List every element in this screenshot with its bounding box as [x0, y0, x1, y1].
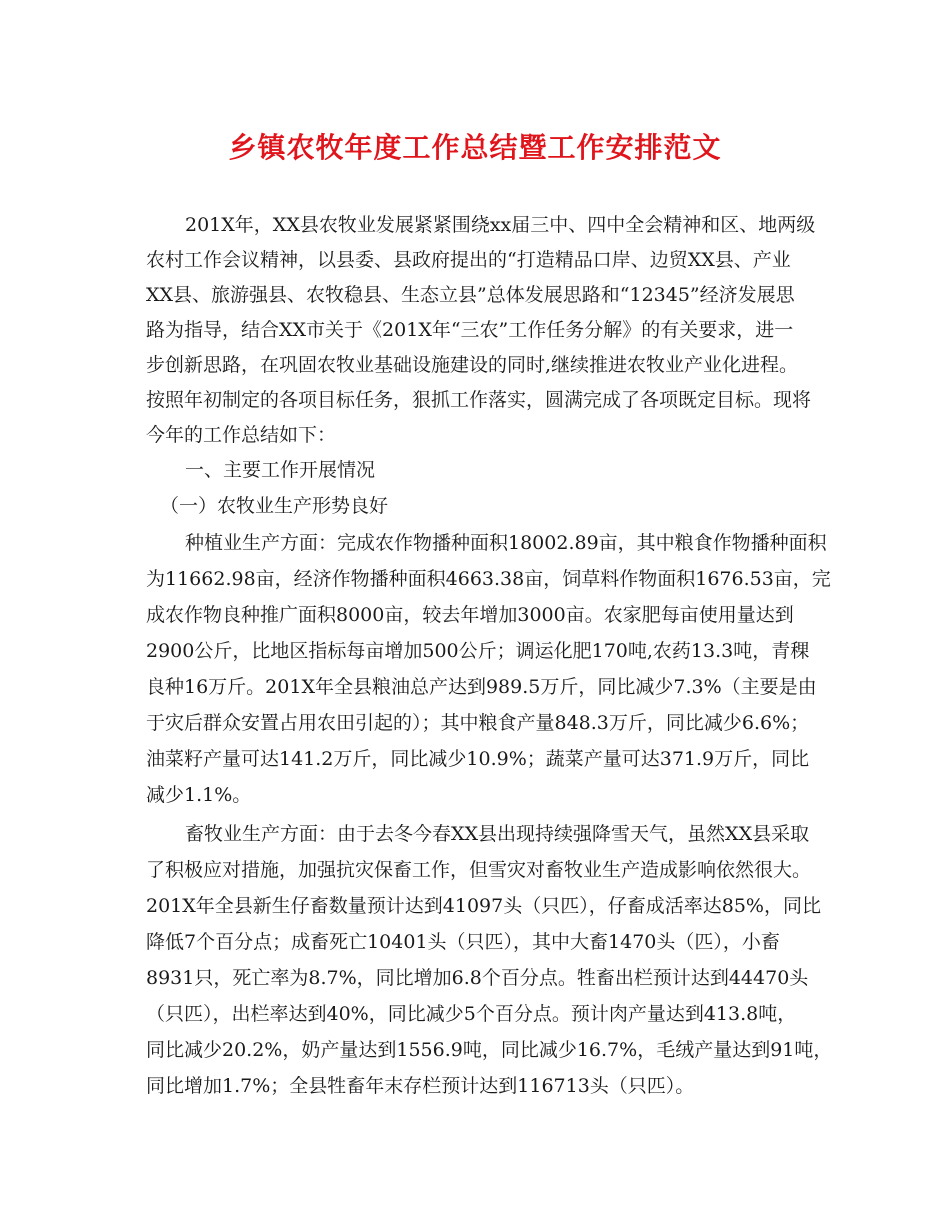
planting-line: 成农作物良种推广面积8000亩，较去年增加3000亩。农家肥每亩使用量达到 [146, 604, 794, 626]
intro-line: 路为指导，结合XX市关于《201X年“三农”工作任务分解》的有关要求，进一 [146, 319, 794, 341]
intro-line: XX县、旅游强县、农牧稳县、生态立县”总体发展思路和“12345”经济发展思 [146, 284, 795, 306]
subsection-heading: （一）农牧业生产形势良好 [160, 495, 389, 517]
intro-line: 按照年初制定的各项目标任务，狠抓工作落实，圆满完成了各项既定目标。现将 [146, 389, 812, 411]
livestock-line: 畜牧业生产方面：由于去冬今春XX县出现持续强降雪天气，虽然XX县采取 [185, 823, 810, 845]
livestock-line: 同比增加1.7%；全县牲畜年末存栏预计达到116713头（只匹）。 [146, 1075, 695, 1097]
livestock-line: 了积极应对措施，加强抗灾保畜工作，但雪灾对畜牧业生产造成影响依然很大。 [146, 859, 812, 881]
section-heading: 一、主要工作开展情况 [185, 459, 376, 481]
planting-line: 良种16万斤。201X年全县粮油总产达到989.5万斤，同比减少7.3%（主要是由 [146, 676, 817, 698]
livestock-line: 201X年全县新生仔畜数量预计达到41097头（只匹），仔畜成活率达85%，同比 [146, 895, 821, 917]
planting-line: 油菜籽产量可达141.2万斤，同比减少10.9%；蔬菜产量可达371.9万斤，同比 [146, 748, 810, 770]
planting-line: 为11662.98亩，经济作物播种面积4663.38亩，饲草料作物面积1676.53亩，完 [146, 568, 831, 590]
planting-line: 2900公斤，比地区指标每亩增加500公斤；调运化肥170吨,农药13.3吨，青稞 [146, 640, 810, 662]
livestock-line: 降低7个百分点；成畜死亡10401头（只匹），其中大畜1470头（匹），小畜 [146, 931, 780, 953]
planting-line: 于灾后群众安置占用农田引起的）；其中粮食产量848.3万斤，同比减少6.6%； [146, 712, 810, 734]
intro-line: 农村工作会议精神，以县委、县政府提出的“打造精品口岸、边贸XX县、产业 [146, 249, 791, 271]
planting-line: 减少1.1%。 [146, 784, 252, 806]
intro-line: 今年的工作总结如下： [146, 424, 337, 446]
livestock-line: （只匹），出栏率达到40%，同比减少5个百分点。预计肉产量达到413.8吨， [146, 1003, 797, 1025]
intro-line: 步创新思路，在巩固农牧业基础设施建设的同时,继续推进农牧业产业化进程。 [146, 354, 799, 376]
planting-line: 种植业生产方面：完成农作物播种面积18002.89亩，其中粮食作物播种面积 [185, 532, 827, 554]
intro-line: 201X年，XX县农牧业发展紧紧围绕xx届三中、四中全会精神和区、地两级 [185, 214, 816, 236]
livestock-line: 8931只，死亡率为8.7%，同比增加6.8个百分点。牲畜出栏预计达到44470头 [146, 967, 809, 989]
livestock-line: 同比减少20.2%，奶产量达到1556.9吨，同比减少16.7%，毛绒产量达到91吨， [146, 1039, 833, 1061]
document-title: 乡镇农牧年度工作总结暨工作安排范文 [228, 131, 722, 164]
